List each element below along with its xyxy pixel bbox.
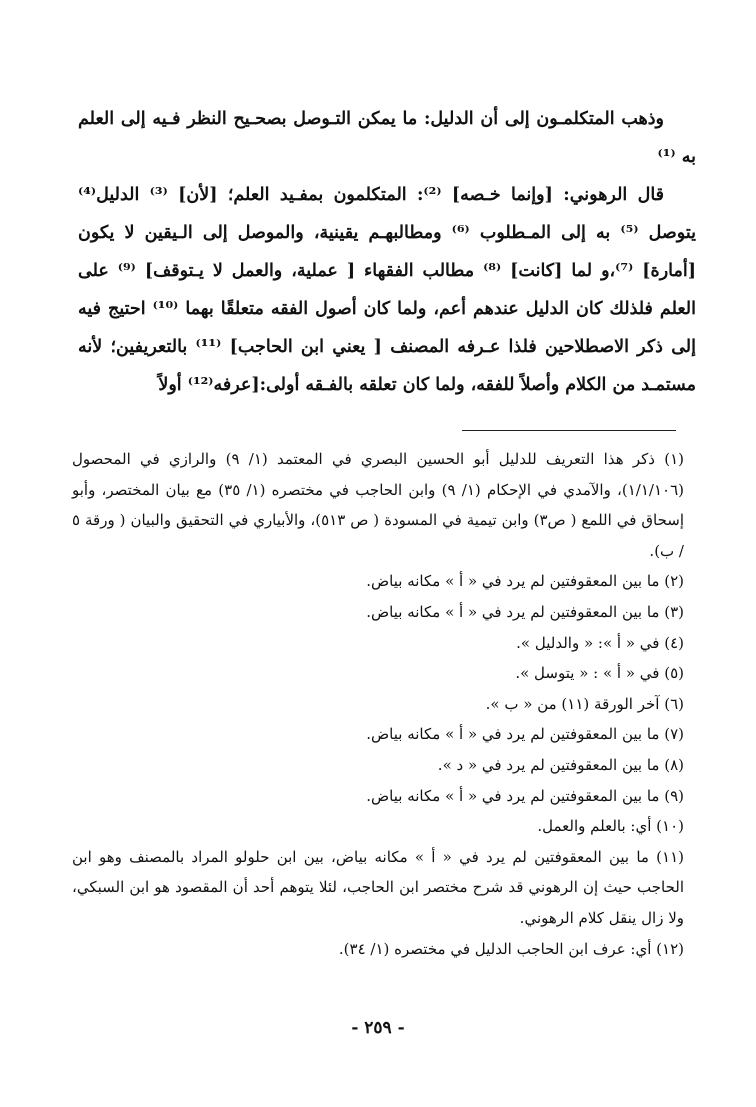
footnote-5: (٥) في « أ » : « يتوسل ».	[515, 664, 684, 683]
footnote-3: (٣) ما بين المعقوفتين لم يرد في « أ » مكانه بياض.	[366, 602, 684, 621]
footnote-6: (٦) آخر الورقة (١١) من « ب ».	[485, 694, 684, 713]
footnote-1: (١) ذكر هذا التعريف للدليل أبو الحسين البصري في المعتمد (١/ ٩) والرازي في المحصول (١/١/١٠٦)، والآمدي في الإحكام (١/ ٩) وابن الحاجب في مختصره (١/ ٣٥) مع بيان المختصر، وأبو إسحاق في اللمع ( ص٣) وابن تيمية في المسودة ( ص ٥١٣)، والأبياري في التحقيق والبيان ( ورقة ٥ / ب).	[72, 450, 684, 560]
main-paragraph: وذهب المتكلمـون إلى أن الدليل: ما يمكن التـوصل بصحـيح النظر فـيه إلى العلم به ⁽¹⁾	[78, 109, 696, 167]
footnote-9: (٩) ما بين المعقوفتين لم يرد في « أ » مكانه بياض.	[366, 786, 684, 805]
footnote-8: (٨) ما بين المعقوفتين لم يرد في « د ».	[437, 755, 684, 774]
footnote-7: (٧) ما بين المعقوفتين لم يرد في « أ » مكانه بياض.	[366, 725, 684, 744]
main-paragraph: قال الرهوني: [وإنما خـصه] ⁽²⁾: المتكلمون بمفـيد العلم؛ [لأن] ⁽³⁾ الدليل⁽⁴⁾ يتوصل ⁽⁵⁾ به إلى المـطلوب ⁽⁶⁾ ومطالبهـم يقينية، والموصل إلى الـيقين لا يكون [أمارة] ⁽⁷⁾،و لما [كانت] ⁽⁸⁾ مطالب الفقهاء [ عملية، والعمل لا يـتوقف] ⁽⁹⁾ على العلم فلذلك كان الدليل عندهم أعم، ولما كان أصول الفقه متعلقًا بهما ⁽¹⁰⁾ احتيج فيه إلى ذكر الاصطلاحين فلذا عـرفه المصنف [ يعني ابن الحاجب] ⁽¹¹⁾ بالتعريفين؛ لأنه مستمـد من الكلام وأصلاً للفقه، ولما كان تعلقه بالفـقه أولى:[عرفه⁽¹²⁾ أولاً	[78, 185, 697, 395]
footnote-12: (١٢) أي: عرف ابن الحاجب الدليل في مختصره (١/ ٣٤).	[338, 939, 684, 958]
footnote-4: (٤) في « أ »: « والدليل ».	[516, 633, 684, 652]
page-number: - ٢٥٩ -	[351, 1018, 405, 1038]
footnotes-section	[72, 444, 684, 964]
footnote-11: (١١) ما بين المعقوفتين لم يرد في « أ » مكانه بياض، بين ابن حلولو المراد بالمصنف وهو ابن الحاجب حيث إن الرهوني قد شرح مختصر ابن الحاجب، لئلا يتوهم أحد أن المقصود هو ابن السبكي، ولا زال ينقل كلام الرهوني.	[72, 847, 684, 927]
footnote-separator	[462, 430, 676, 431]
footnote-10: (١٠) أي: بالعلم والعمل.	[537, 817, 684, 836]
main-text-body	[78, 100, 696, 404]
footnote-2: (٢) ما بين المعقوفتين لم يرد في « أ » مكانه بياض.	[366, 572, 684, 591]
